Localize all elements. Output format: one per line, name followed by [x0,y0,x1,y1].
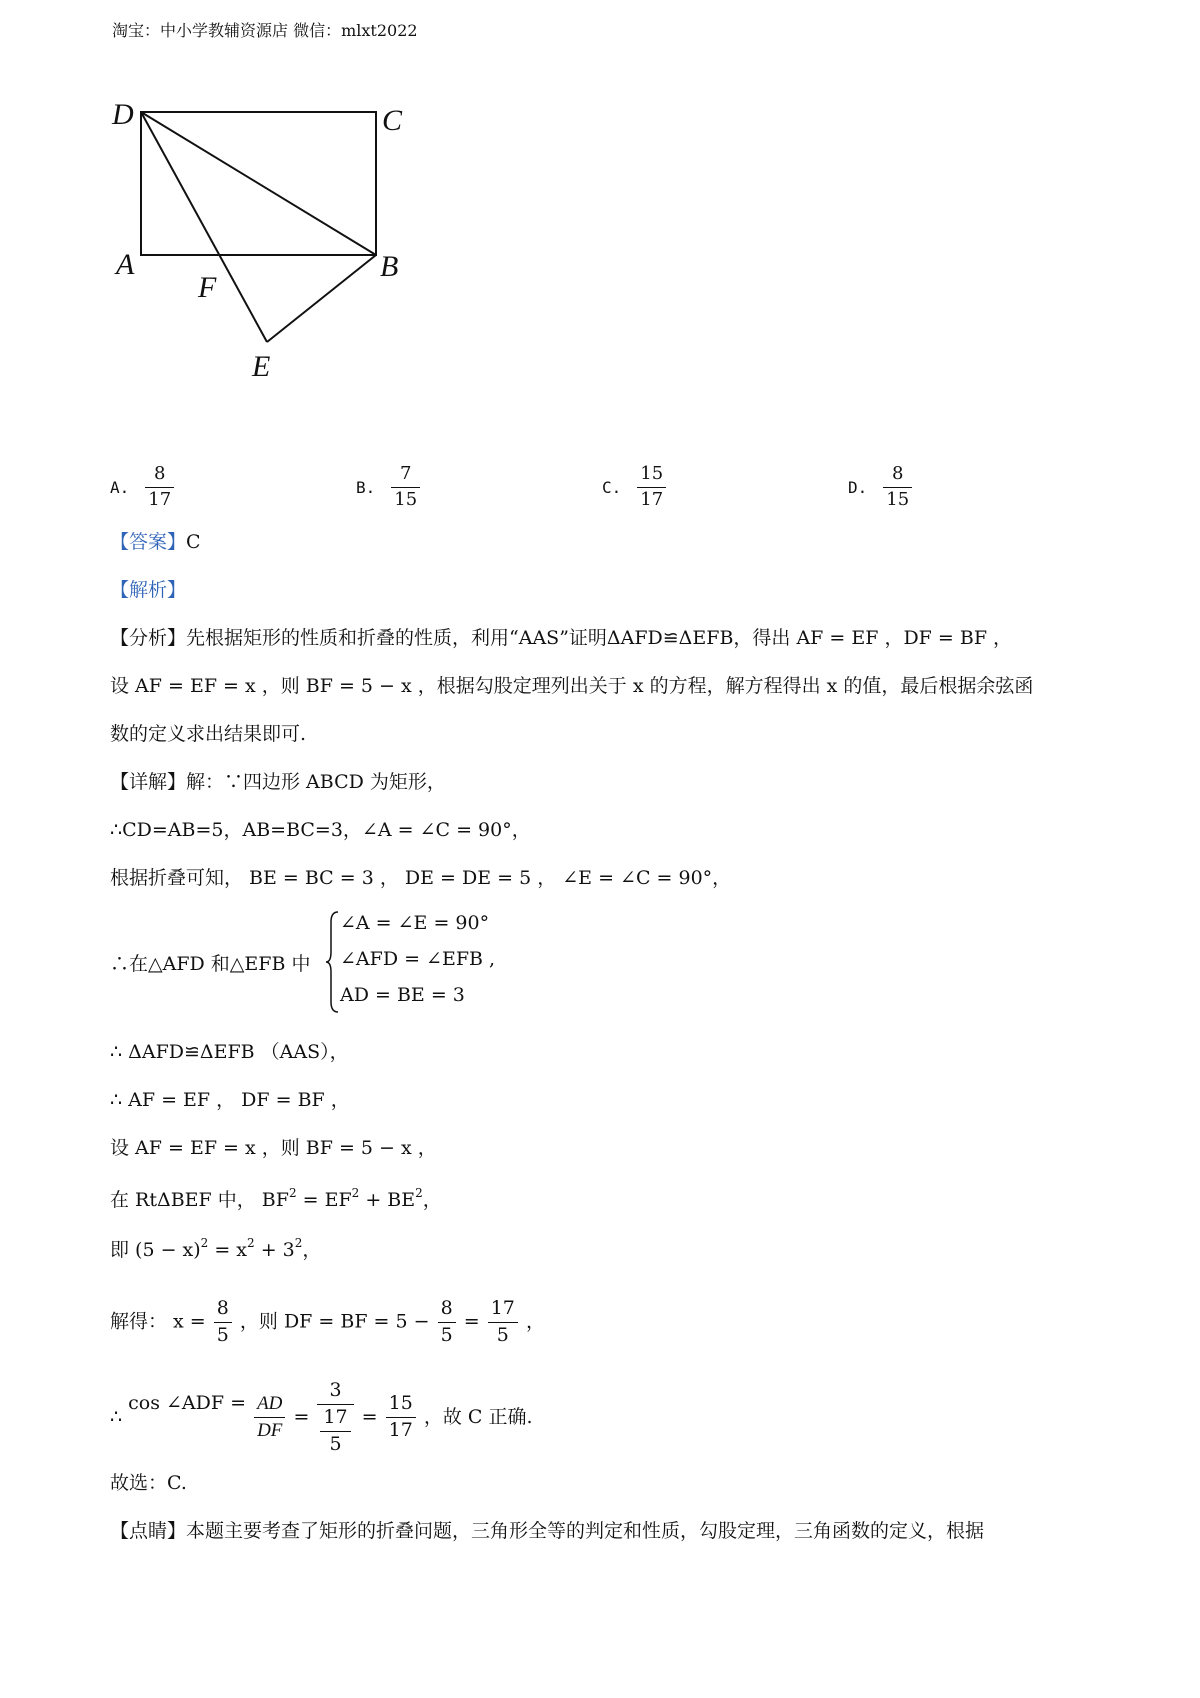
detail-line-5: ∴ ΔAFD≌ΔEFB （AAS）， [110,1041,349,1063]
fenxi-line-2: 设 AF = EF = x ，则 BF = 5 − x ，根据勾股定理列出关于 x 的方程，解方程得出 x 的值，最后根据余弦函 [110,675,1034,697]
detail-line-9: 即 $(5 - x)^2 = x^2 + 3^2$， [110,1236,322,1261]
answer-line [110,533,201,552]
label-A: A [116,248,135,281]
answer-tag: 【答案】 [110,531,187,553]
detail-line-10: 解得： x = $\frac{8}{5}$ ，则 DF = BF = 5 − $\frac{8}{5}$ = $\frac{17}{5}$ ， [110,1297,545,1346]
segment-DB [141,112,376,255]
page-header: 淘宝：中小学教辅资源店 微信：mlxt2022 [112,21,418,40]
geometry-figure [100,88,440,408]
label-D: D [112,98,134,131]
detail-line-8: 在 RtΔBEF 中， $BF^2 = EF^2 + BE^2$， [110,1186,442,1211]
brace-icon [326,910,340,1014]
analysis-tag: 【解析】 [110,579,187,601]
segment-DE [141,112,267,342]
detail-line-6: ∴ AF = EF ， DF = BF ， [110,1089,350,1111]
fenxi-line-1: 【分析】先根据矩形的性质和折叠的性质，利用“AAS”证明ΔAFD≌ΔEFB，得出 AF = EF ，DF = BF ， [110,627,1013,649]
detail-line-7: 设 AF = EF = x ，则 BF = 5 − x ， [110,1137,437,1159]
option-d: D. $\frac{8}{15}$ [848,464,914,510]
detail-line-11: ∴ cos ∠ADF = $\frac{AD}{DF}$ = $\frac{3}{\frac{17}{5}}$ = $\frac{15}{17}$ ，故 C 正确. [110,1379,533,1455]
option-a: A. $\frac{8}{17}$ [110,464,176,510]
detail-line-3: 根据折叠可知， BE = BC = 3 ， DE = DE = 5 ， ∠E = ∠C = 90°， [110,867,732,889]
segment-BE [267,255,376,342]
dianjing-line: 【点睛】本题主要考查了矩形的折叠问题，三角形全等的判定和性质，勾股定理，三角函数的定义，根据 [110,1520,985,1542]
detail-line-1: 【详解】解：∵四边形 ABCD 为矩形， [110,771,446,793]
detail-line-2: ∴CD=AB=5，AB=BC=3，∠A = ∠C = 90°， [110,819,531,841]
detail-line-12: 故选：C. [110,1472,187,1494]
answer-value: C [186,531,201,553]
complex-fraction: $\frac{3}{\frac{17}{5}}$ [317,1380,353,1456]
congruence-system: ∠A = ∠E = 90° ∠AFD = ∠EFB , AD = BE = 3 [340,912,496,1006]
option-b: B. $\frac{7}{15}$ [356,464,422,510]
label-B: B [380,250,399,283]
label-E: E [252,350,271,383]
detail-line-4: ∴在△AFD 和△EFB 中 [110,953,311,975]
label-C: C [382,104,403,137]
option-c: C. $\frac{15}{17}$ [602,464,668,510]
label-F: F [198,271,217,304]
fenxi-line-3: 数的定义求出结果即可. [110,723,307,745]
